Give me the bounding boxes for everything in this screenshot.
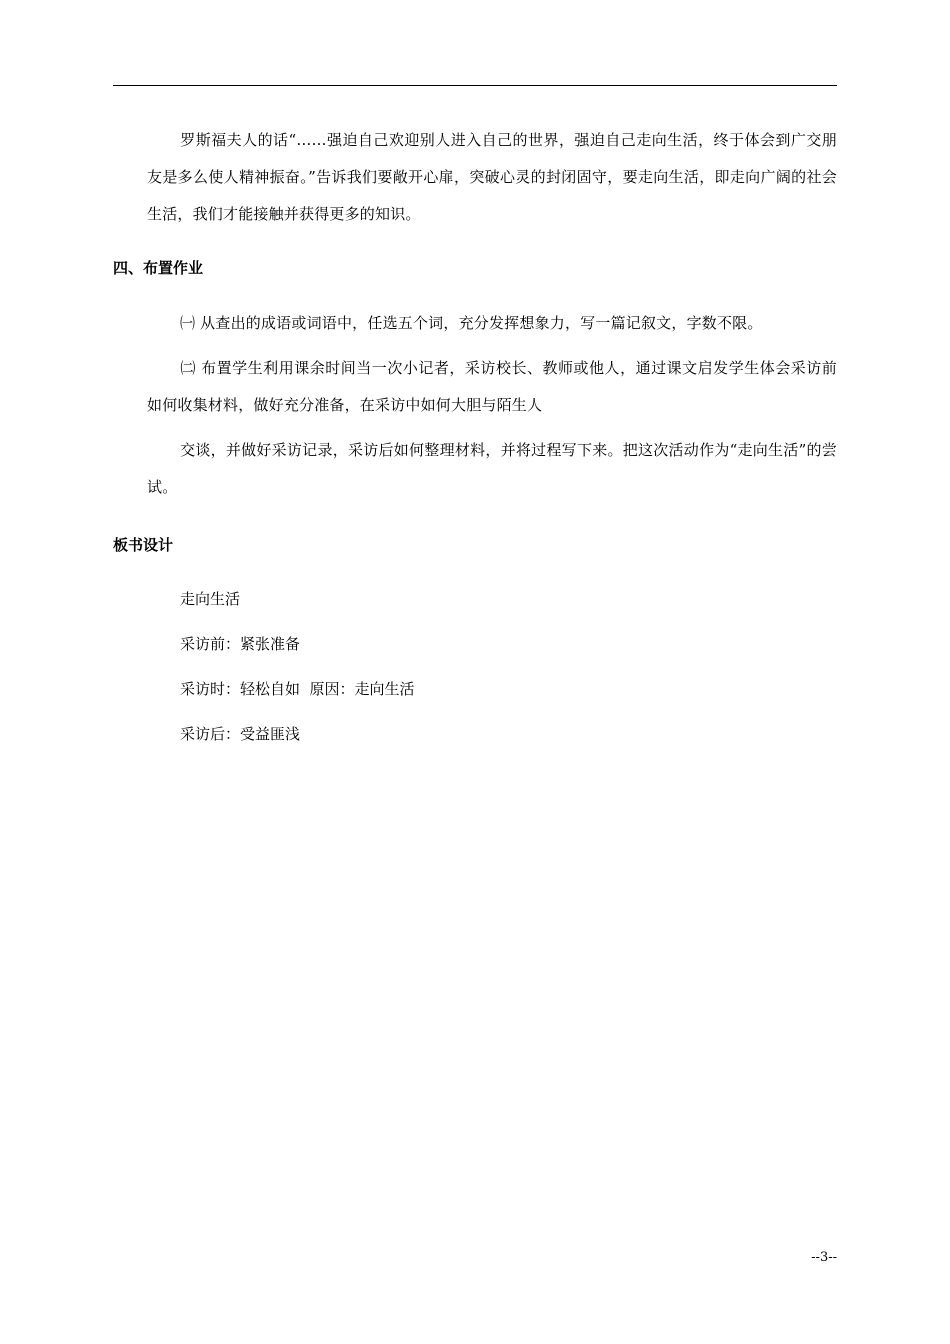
board-line-before-interview: 采访前：紧张准备 — [180, 635, 301, 653]
board-line-during-interview: 采访时：轻松自如 原因：走向生活 — [180, 680, 415, 698]
homework-item-1 — [147, 305, 837, 342]
paragraph-roosevelt-quote — [147, 122, 837, 233]
homework-item-2-continued-text: 交谈，并做好采访记录，采访后如何整理材料，并将过程写下来。把这次活动作为“走向生活”的尝试。 — [147, 441, 837, 496]
homework-item-1-text: ㈠ 从查出的成语或词语中，任选五个词，充分发挥想象力，写一篇记叙文，字数不限。 — [180, 314, 763, 332]
board-line-title: 走向生活 — [180, 590, 241, 608]
paragraph-roosevelt-quote-text: 罗斯福夫人的话“……强迫自己欢迎别人进入自己的世界，强迫自己走向生活，终于体会到广交朋友是多么使人精神振奋。”告诉我们要敞开心扉，突破心灵的封闭固守，要走向生活，即走向广阔的社会生活，我们才能接触并获得更多的知识。 — [147, 131, 837, 223]
board-line-after-interview: 采访后：受益匪浅 — [180, 725, 301, 743]
section-heading-homework: 四、布置作业 — [113, 259, 204, 277]
homework-item-2 — [147, 350, 837, 424]
header-rule — [113, 85, 837, 86]
homework-item-2-text: ㈡ 布置学生利用课余时间当一次小记者，采访校长、教师或他人，通过课文启发学生体会采访前如何收集材料，做好充分准备，在采访中如何大胆与陌生人 — [147, 359, 837, 414]
section-heading-board-design: 板书设计 — [113, 536, 174, 554]
page-number: --3-- — [811, 1250, 837, 1265]
homework-item-2-continued — [147, 432, 837, 506]
